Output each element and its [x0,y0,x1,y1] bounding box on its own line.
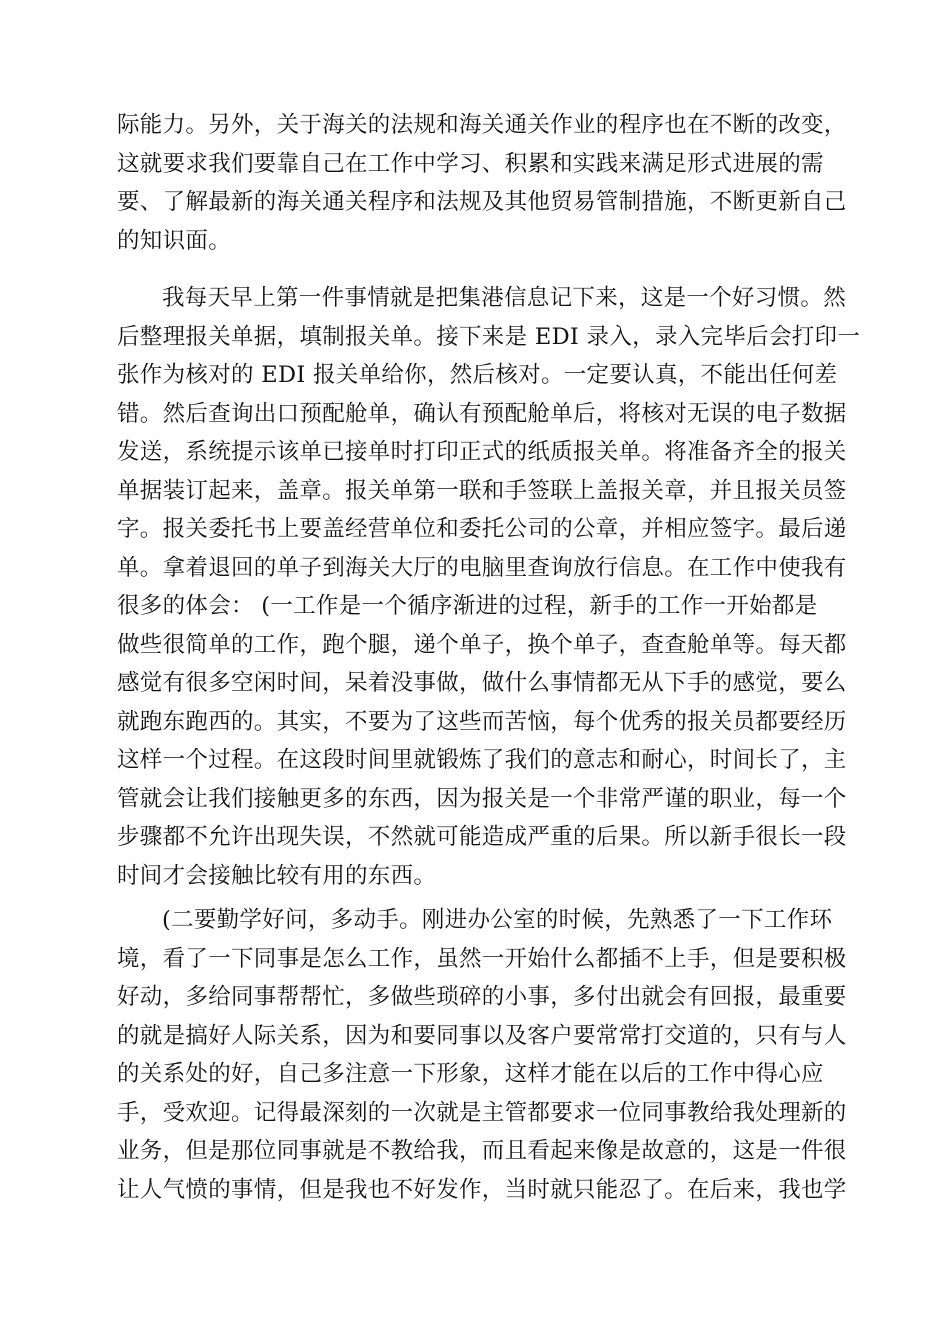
text-line: 步骤都不允许出现失误，不然就可能造成严重的后果。所以新手很长一段 [117,824,847,850]
text-line: 管就会让我们接触更多的东西，因为报关是一个非常严谨的职业，每一个 [117,785,847,812]
text-line: 好动，多给同事帮帮忙，多做些琐碎的小事，多付出就会有回报，最重要 [117,984,847,1010]
text-line: 这样一个过程。在这段时间里就锻炼了我们的意志和耐心，时间长了，主 [117,747,847,773]
text-line: 就跑东跑西的。其实，不要为了这些而苦恼，每个优秀的报关员都要经历 [117,708,847,735]
text-line: 单。拿着退回的单子到海关大厅的电脑里查询放行信息。在工作中使我有 [117,554,847,581]
text-line: 发送，系统提示该单已接单时打印正式的纸质报关单。将准备齐全的报关 [117,439,847,465]
text-line: 字。报关委托书上要盖经营单位和委托公司的公章，并相应签字。最后递 [117,516,847,542]
text-line: 我每天早上第一件事情就是把集港信息记下来，这是一个好习惯。然 [162,285,847,311]
text-line: 感觉有很多空闲时间，呆着没事做，做什么事情都无从下手的感觉，要么 [117,670,847,696]
paragraph-3 [117,901,847,1209]
text-line: 这就要求我们要靠自己在工作中学习、积累和实践来满足形式进展的需 [117,150,824,177]
text-line: (二要勤学好问，多动手。刚进办公室的时候，先熟悉了一下工作环 [162,907,833,933]
text-line: 做些很简单的工作，跑个腿，递个单子，换个单子，查查舱单等。每天都 [117,631,847,658]
text-line: 业务，但是那位同事就是不教给我，而且看起来像是故意的，这是一件很 [117,1138,847,1164]
text-line: 很多的体会： (一工作是一个循序渐进的过程，新手的工作一开始都是 [117,593,818,619]
text-line: 时间才会接触比较有用的东西。 [117,862,437,889]
text-line: 的就是搞好人际关系，因为和要同事以及客户要常常打交道的，只有与人 [117,1022,847,1049]
text-line: 要、了解最新的海关通关程序和法规及其他贸易管制措施，不断更新自己 [117,189,847,215]
text-line: 的知识面。 [117,227,232,254]
text-line: 际能力。另外，关于海关的法规和海关通关作业的程序也在不断的改变， [117,112,847,138]
text-line: 手，受欢迎。记得最深刻的一次就是主管都要求一位同事教给我处理新的 [117,1099,847,1126]
text-line: 张作为核对的 EDI 报关单给你，然后核对。一定要认真，不能出任何差 [117,362,838,388]
text-line: 单据装订起来，盖章。报关单第一联和手签联上盖报关章，并且报关员签 [117,477,847,504]
text-line: 让人气愤的事情，但是我也不好发作，当时就只能忍了。在后来，我也学 [117,1176,847,1203]
text-line: 后整理报关单据，填制报关单。接下来是 EDI 录入，录入完毕后会打印一 [117,323,861,350]
paragraph-1 [117,106,847,260]
paragraph-2 [117,279,861,895]
text-line: 境，看了一下同事是怎么工作，虽然一开始什么都插不上手，但是要积极 [117,945,847,972]
text-line: 错。然后查询出口预配舱单，确认有预配舱单后，将核对无误的电子数据 [117,400,847,427]
text-line: 的关系处的好，自己多注意一下形象，这样才能在以后的工作中得心应 [117,1061,824,1087]
